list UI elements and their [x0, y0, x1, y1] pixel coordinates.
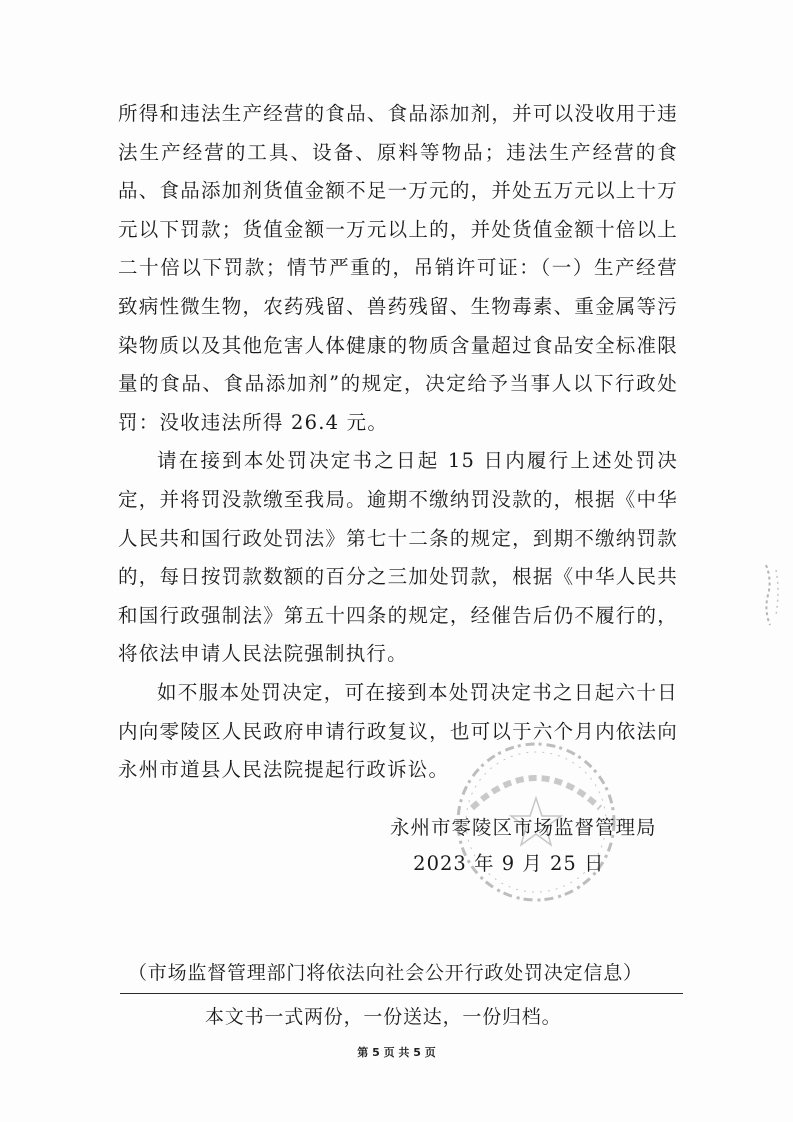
binding-edge-mark [758, 560, 788, 630]
page-number: 第 5 页 共 5 页 [357, 1046, 436, 1059]
disclosure-notice: （市场监督管理部门将依法向社会公开行政处罚决定信息） [128, 962, 643, 984]
paragraph-payment-instructions: 请在接到本处罚决定书之日起 15 日内履行上述处罚决定，并将罚没款缴至我局。逾期不缴纳罚没款的，根据《中华人民共和国行政处罚法》第七十二条的规定，到期不缴纳罚款的，每日按罚款数额的百分之三加处罚款，根据《中华人民共和国行政强制法》第五十四条的规定，经催告后仍不履行的，将依法申请人民法院强制执行。 [118, 449, 678, 666]
document-body [118, 95, 678, 790]
divider-line [120, 993, 683, 994]
copies-note: 本文书一式两份，一份送达，一份归档。 [205, 1006, 562, 1028]
issue-date: 2023 年 9 月 25 日 [413, 852, 605, 875]
paragraph-penalty-basis: 所得和违法生产经营的食品、食品添加剂，并可以没收用于违法生产经营的工具、设备、原料等物品；违法生产经营的食品、食品添加剂货值金额不足一万元的，并处五万元以上十万元以下罚款；货值金额一万元以上的，并处货值金额十倍以上二十倍以下罚款；情节严重的，吊销许可证：（一）生产经营致病性微生物，农药残留、兽药残留、生物毒素、重金属等污染物质以及其他危害人体健康的物质含量超过食品安全标准限量的食品、食品添加剂”的规定，决定给予当事人以下行政处罚：没收违法所得 26.4 元。 [118, 102, 678, 434]
issuing-authority: 永州市零陵区市场监督管理局 [390, 816, 657, 839]
paragraph-appeal-rights: 如不服本处罚决定，可在接到本处罚决定书之日起六十日内向零陵区人民政府申请行政复议，也可以于六个月内依法向永州市道县人民法院提起行政诉讼。 [118, 680, 678, 782]
signature-block [390, 810, 657, 882]
